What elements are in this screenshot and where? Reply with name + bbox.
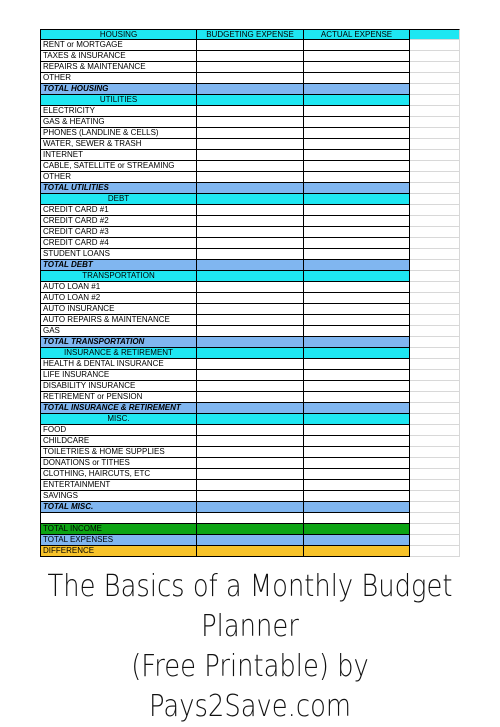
- empty-cell[interactable]: [410, 315, 460, 326]
- budget-cell[interactable]: [197, 535, 304, 546]
- empty-cell[interactable]: [410, 293, 460, 304]
- difference-row: [40, 546, 460, 557]
- actual-cell[interactable]: [304, 304, 410, 315]
- actual-cell[interactable]: [304, 194, 410, 205]
- section-header-utilities: [40, 95, 460, 106]
- row-label[interactable]: LIFE INSURANCE: [40, 370, 197, 381]
- row-label[interactable]: TOILETRIES & HOME SUPPLIES: [40, 447, 197, 458]
- total-row-misc: [40, 502, 460, 513]
- actual-cell[interactable]: [304, 436, 410, 447]
- budget-cell[interactable]: [197, 150, 304, 161]
- budget-cell[interactable]: [197, 95, 304, 106]
- total-row-housing: [40, 84, 460, 95]
- empty-cell[interactable]: [410, 458, 460, 469]
- budget-cell[interactable]: [197, 392, 304, 403]
- empty-cell[interactable]: [410, 29, 460, 40]
- empty-cell[interactable]: [40, 513, 197, 524]
- actual-cell[interactable]: [304, 469, 410, 480]
- row-label[interactable]: CABLE, SATELLITE or STREAMING: [40, 161, 197, 172]
- table-row: [40, 216, 460, 227]
- table-row: [40, 359, 460, 370]
- table-row: [40, 425, 460, 436]
- actual-cell[interactable]: [304, 172, 410, 183]
- table-row: [40, 62, 460, 73]
- row-label[interactable]: OTHER: [40, 73, 197, 84]
- table-row: [40, 392, 460, 403]
- actual-cell[interactable]: [304, 249, 410, 260]
- total-row-utilities: [40, 183, 460, 194]
- budget-cell[interactable]: [197, 51, 304, 62]
- budget-cell[interactable]: [197, 546, 304, 557]
- total-income-row: [40, 524, 460, 535]
- actual-cell[interactable]: [304, 183, 410, 194]
- row-label[interactable]: AUTO LOAN #1: [40, 282, 197, 293]
- empty-cell[interactable]: [410, 447, 460, 458]
- budget-cell[interactable]: [197, 370, 304, 381]
- actual-cell[interactable]: [304, 205, 410, 216]
- actual-cell[interactable]: [304, 392, 410, 403]
- actual-cell[interactable]: [304, 106, 410, 117]
- empty-cell[interactable]: [410, 348, 460, 359]
- table-row: [40, 238, 460, 249]
- total-income-label[interactable]: TOTAL INCOME: [40, 524, 197, 535]
- empty-cell[interactable]: [410, 260, 460, 271]
- budget-cell[interactable]: [197, 139, 304, 150]
- row-label[interactable]: GAS & HEATING: [40, 117, 197, 128]
- budget-cell[interactable]: [197, 524, 304, 535]
- row-label[interactable]: AUTO REPAIRS & MAINTENANCE: [40, 315, 197, 326]
- caption: [0, 567, 500, 727]
- empty-cell[interactable]: [410, 502, 460, 513]
- header-actual-expense[interactable]: ACTUAL EXPENSE: [304, 29, 410, 40]
- empty-cell[interactable]: [304, 513, 410, 524]
- actual-cell[interactable]: [304, 359, 410, 370]
- total-row-transportation: [40, 337, 460, 348]
- empty-cell[interactable]: [410, 381, 460, 392]
- total-label[interactable]: TOTAL DEBT: [40, 260, 197, 271]
- empty-cell[interactable]: [410, 238, 460, 249]
- actual-cell[interactable]: [304, 326, 410, 337]
- empty-cell[interactable]: [410, 524, 460, 535]
- table-row: [40, 73, 460, 84]
- empty-cell[interactable]: [410, 249, 460, 260]
- actual-cell[interactable]: [304, 238, 410, 249]
- empty-cell[interactable]: [410, 392, 460, 403]
- table-row: [40, 491, 460, 502]
- empty-cell[interactable]: [410, 172, 460, 183]
- budget-cell[interactable]: [197, 337, 304, 348]
- empty-cell[interactable]: [410, 271, 460, 282]
- actual-cell[interactable]: [304, 447, 410, 458]
- row-label[interactable]: REPAIRS & MAINTENANCE: [40, 62, 197, 73]
- budget-cell[interactable]: [197, 458, 304, 469]
- row-label[interactable]: ELECTRICITY: [40, 106, 197, 117]
- actual-cell[interactable]: [304, 150, 410, 161]
- row-label[interactable]: CREDIT CARD #2: [40, 216, 197, 227]
- empty-cell[interactable]: [410, 414, 460, 425]
- table-row: [40, 227, 460, 238]
- empty-cell[interactable]: [410, 128, 460, 139]
- row-label[interactable]: CLOTHING, HAIRCUTS, ETC: [40, 469, 197, 480]
- total-label[interactable]: TOTAL HOUSING: [40, 84, 197, 95]
- section-title[interactable]: INSURANCE & RETIREMENT: [40, 348, 197, 359]
- budget-cell[interactable]: [197, 249, 304, 260]
- section-title[interactable]: TRANSPORTATION: [40, 271, 197, 282]
- budget-cell[interactable]: [197, 62, 304, 73]
- budget-cell[interactable]: [197, 414, 304, 425]
- empty-cell[interactable]: [410, 513, 460, 524]
- section-title[interactable]: UTILITIES: [40, 95, 197, 106]
- empty-cell[interactable]: [410, 535, 460, 546]
- actual-cell[interactable]: [304, 337, 410, 348]
- budget-cell[interactable]: [197, 172, 304, 183]
- empty-cell[interactable]: [410, 436, 460, 447]
- empty-cell[interactable]: [410, 73, 460, 84]
- actual-cell[interactable]: [304, 271, 410, 282]
- budget-cell[interactable]: [197, 491, 304, 502]
- budget-cell[interactable]: [197, 304, 304, 315]
- table-row: [40, 282, 460, 293]
- table-row: [40, 150, 460, 161]
- budget-cell[interactable]: [197, 502, 304, 513]
- table-row: [40, 370, 460, 381]
- empty-cell[interactable]: [410, 370, 460, 381]
- actual-cell[interactable]: [304, 40, 410, 51]
- actual-cell[interactable]: [304, 62, 410, 73]
- budget-cell[interactable]: [197, 447, 304, 458]
- table-row: [40, 51, 460, 62]
- row-label[interactable]: INTERNET: [40, 150, 197, 161]
- row-label[interactable]: ENTERTAINMENT: [40, 480, 197, 491]
- section-header-transportation: [40, 271, 460, 282]
- budget-cell[interactable]: [197, 40, 304, 51]
- row-label[interactable]: STUDENT LOANS: [40, 249, 197, 260]
- section-header-misc: [40, 414, 460, 425]
- budget-cell[interactable]: [197, 271, 304, 282]
- row-label[interactable]: HEALTH & DENTAL INSURANCE: [40, 359, 197, 370]
- table-row: [40, 205, 460, 216]
- actual-cell[interactable]: [304, 282, 410, 293]
- actual-cell[interactable]: [304, 381, 410, 392]
- total-expenses-row: [40, 535, 460, 546]
- table-row: [40, 293, 460, 304]
- actual-cell[interactable]: [304, 458, 410, 469]
- actual-cell[interactable]: [304, 546, 410, 557]
- empty-cell[interactable]: [410, 194, 460, 205]
- budget-cell[interactable]: [197, 315, 304, 326]
- total-label[interactable]: TOTAL UTILITIES: [40, 183, 197, 194]
- budget-cell[interactable]: [197, 348, 304, 359]
- budget-cell[interactable]: [197, 73, 304, 84]
- empty-cell[interactable]: [410, 216, 460, 227]
- budget-cell[interactable]: [197, 359, 304, 370]
- budget-cell[interactable]: [197, 183, 304, 194]
- empty-cell[interactable]: [410, 227, 460, 238]
- budget-cell[interactable]: [197, 194, 304, 205]
- total-label[interactable]: TOTAL MISC.: [40, 502, 197, 513]
- empty-cell[interactable]: [410, 40, 460, 51]
- caption-line-2: (Free Printable) by Pays2Save.com: [131, 649, 369, 724]
- actual-cell[interactable]: [304, 480, 410, 491]
- actual-cell[interactable]: [304, 403, 410, 414]
- empty-cell[interactable]: [410, 139, 460, 150]
- actual-cell[interactable]: [304, 414, 410, 425]
- empty-cell[interactable]: [410, 205, 460, 216]
- budget-cell[interactable]: [197, 128, 304, 139]
- row-label[interactable]: GAS: [40, 326, 197, 337]
- row-label[interactable]: DISABILITY INSURANCE: [40, 381, 197, 392]
- budget-cell[interactable]: [197, 84, 304, 95]
- actual-cell[interactable]: [304, 502, 410, 513]
- empty-cell[interactable]: [410, 326, 460, 337]
- row-label[interactable]: DONATIONS or TITHES: [40, 458, 197, 469]
- empty-cell[interactable]: [410, 337, 460, 348]
- section-title[interactable]: MISC.: [40, 414, 197, 425]
- actual-cell[interactable]: [304, 260, 410, 271]
- empty-cell[interactable]: [410, 62, 460, 73]
- actual-cell[interactable]: [304, 370, 410, 381]
- empty-cell[interactable]: [410, 95, 460, 106]
- row-label[interactable]: AUTO LOAN #2: [40, 293, 197, 304]
- table-row: [40, 480, 460, 491]
- budget-cell[interactable]: [197, 238, 304, 249]
- total-expenses-label[interactable]: TOTAL EXPENSES: [40, 535, 197, 546]
- empty-cell[interactable]: [410, 282, 460, 293]
- row-label[interactable]: CHILDCARE: [40, 436, 197, 447]
- row-label[interactable]: TAXES & INSURANCE: [40, 51, 197, 62]
- empty-cell[interactable]: [410, 403, 460, 414]
- empty-cell[interactable]: [410, 469, 460, 480]
- empty-cell[interactable]: [410, 51, 460, 62]
- row-label[interactable]: CREDIT CARD #4: [40, 238, 197, 249]
- budget-cell[interactable]: [197, 106, 304, 117]
- row-label[interactable]: SAVINGS: [40, 491, 197, 502]
- table-row: [40, 458, 460, 469]
- row-label[interactable]: OTHER: [40, 172, 197, 183]
- row-label[interactable]: RETIREMENT or PENSION: [40, 392, 197, 403]
- table-row: [40, 161, 460, 172]
- budget-sheet: [40, 29, 460, 557]
- spacer-row: [40, 513, 460, 524]
- row-label[interactable]: PHONES (LANDLINE & CELLS): [40, 128, 197, 139]
- table-row: [40, 128, 460, 139]
- budget-cell[interactable]: [197, 425, 304, 436]
- table-row: [40, 469, 460, 480]
- actual-cell[interactable]: [304, 491, 410, 502]
- header-row: [40, 29, 460, 40]
- actual-cell[interactable]: [304, 128, 410, 139]
- budget-cell[interactable]: [197, 227, 304, 238]
- actual-cell[interactable]: [304, 425, 410, 436]
- row-label[interactable]: AUTO INSURANCE: [40, 304, 197, 315]
- actual-cell[interactable]: [304, 315, 410, 326]
- total-row-insurance-retirement: [40, 403, 460, 414]
- empty-cell[interactable]: [410, 84, 460, 95]
- table-row: [40, 40, 460, 51]
- budget-cell[interactable]: [197, 282, 304, 293]
- budget-cell[interactable]: [197, 480, 304, 491]
- empty-cell[interactable]: [410, 304, 460, 315]
- actual-cell[interactable]: [304, 161, 410, 172]
- budget-cell[interactable]: [197, 469, 304, 480]
- row-label[interactable]: WATER, SEWER & TRASH: [40, 139, 197, 150]
- caption-line-1: The Basics of a Monthly Budget Planner: [47, 569, 453, 644]
- budget-cell[interactable]: [197, 260, 304, 271]
- section-title[interactable]: DEBT: [40, 194, 197, 205]
- actual-cell[interactable]: [304, 216, 410, 227]
- empty-cell[interactable]: [410, 117, 460, 128]
- table-row: [40, 139, 460, 150]
- budget-cell[interactable]: [197, 403, 304, 414]
- empty-cell[interactable]: [410, 546, 460, 557]
- budget-cell[interactable]: [197, 436, 304, 447]
- budget-cell[interactable]: [197, 117, 304, 128]
- budget-cell[interactable]: [197, 161, 304, 172]
- actual-cell[interactable]: [304, 117, 410, 128]
- budget-cell[interactable]: [197, 293, 304, 304]
- table-row: [40, 172, 460, 183]
- budget-cell[interactable]: [197, 216, 304, 227]
- total-label[interactable]: TOTAL TRANSPORTATION: [40, 337, 197, 348]
- table-row: [40, 436, 460, 447]
- empty-cell[interactable]: [410, 161, 460, 172]
- actual-cell[interactable]: [304, 95, 410, 106]
- header-housing[interactable]: HOUSING: [40, 29, 197, 40]
- row-label[interactable]: CREDIT CARD #3: [40, 227, 197, 238]
- budget-cell[interactable]: [197, 381, 304, 392]
- actual-cell[interactable]: [304, 348, 410, 359]
- table-row: [40, 381, 460, 392]
- row-label[interactable]: FOOD: [40, 425, 197, 436]
- difference-label[interactable]: DIFFERENCE: [40, 546, 197, 557]
- empty-cell[interactable]: [410, 183, 460, 194]
- row-label[interactable]: CREDIT CARD #1: [40, 205, 197, 216]
- table-row: [40, 326, 460, 337]
- empty-cell[interactable]: [197, 513, 304, 524]
- empty-cell[interactable]: [410, 425, 460, 436]
- budget-cell[interactable]: [197, 205, 304, 216]
- table-row: [40, 447, 460, 458]
- table-row: [40, 106, 460, 117]
- actual-cell[interactable]: [304, 139, 410, 150]
- actual-cell[interactable]: [304, 535, 410, 546]
- actual-cell[interactable]: [304, 293, 410, 304]
- section-header-insurance-retirement: [40, 348, 460, 359]
- actual-cell[interactable]: [304, 51, 410, 62]
- budget-cell[interactable]: [197, 326, 304, 337]
- table-row: [40, 315, 460, 326]
- table-row: [40, 304, 460, 315]
- actual-cell[interactable]: [304, 84, 410, 95]
- actual-cell[interactable]: [304, 73, 410, 84]
- empty-cell[interactable]: [410, 150, 460, 161]
- empty-cell[interactable]: [410, 480, 460, 491]
- table-row: [40, 249, 460, 260]
- actual-cell[interactable]: [304, 227, 410, 238]
- total-label[interactable]: TOTAL INSURANCE & RETIREMENT: [40, 403, 197, 414]
- total-row-debt: [40, 260, 460, 271]
- empty-cell[interactable]: [410, 359, 460, 370]
- table-row: [40, 117, 460, 128]
- empty-cell[interactable]: [410, 106, 460, 117]
- empty-cell[interactable]: [410, 491, 460, 502]
- actual-cell[interactable]: [304, 524, 410, 535]
- row-label[interactable]: RENT or MORTGAGE: [40, 40, 197, 51]
- header-budgeting-expense[interactable]: BUDGETING EXPENSE: [197, 29, 304, 40]
- section-header-debt: [40, 194, 460, 205]
